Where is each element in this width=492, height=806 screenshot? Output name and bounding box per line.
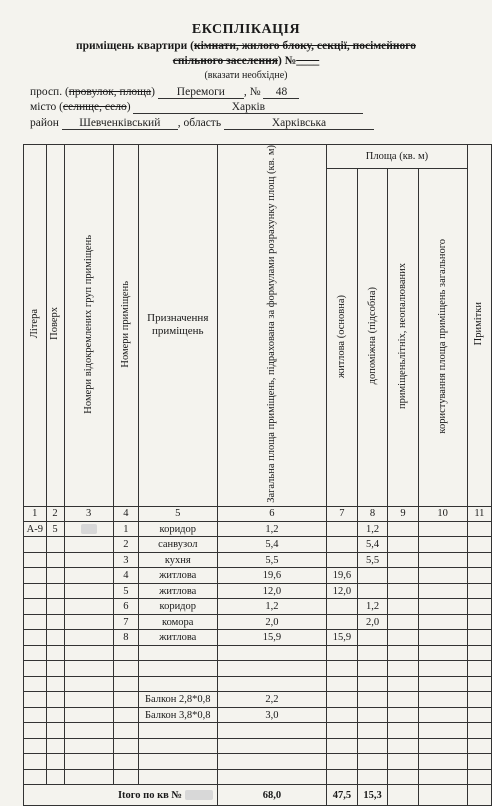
cell-group <box>64 568 113 584</box>
cell-floor <box>46 614 64 630</box>
cell-nonres-area <box>388 614 418 630</box>
empty-row <box>24 661 492 677</box>
cell-purpose: кухня <box>138 552 217 568</box>
table-row <box>24 521 492 537</box>
header-groups: Номери відокремлених груп приміщень <box>64 145 113 507</box>
header-common: користування площа приміщень загального <box>418 169 467 506</box>
street-line: просп. (провулок, площа) Перемоги , № 48 <box>30 86 299 99</box>
cell-total-area: 3,0 <box>217 707 327 723</box>
cell-total-area: 2,0 <box>217 614 327 630</box>
document-title: ЕКСПЛІКАЦІЯ <box>191 22 301 37</box>
header-floor: Поверх <box>46 145 64 507</box>
cell-total-area: 15,9 <box>217 630 327 646</box>
cell-group <box>64 521 113 537</box>
cell-total-area: 1,2 <box>217 599 327 615</box>
cell-aux-area: 2,0 <box>357 614 388 630</box>
cell-common-area <box>418 599 467 615</box>
city-line: місто (селище, село) Харків <box>30 101 363 114</box>
region-value: Харківська <box>224 117 374 130</box>
cell-common-area <box>418 583 467 599</box>
explication-table <box>23 144 492 806</box>
cell-room-number: 6 <box>113 599 138 615</box>
cell-room-number: 1 <box>113 521 138 537</box>
cell-litera <box>24 599 47 615</box>
header-auxiliary: допоміжна (підсобна) <box>357 169 388 506</box>
street-value: Перемоги <box>158 86 244 99</box>
table-row <box>24 614 492 630</box>
district-line: район Шевченківський , область Харківська <box>30 117 374 130</box>
cell-total-area: 5,5 <box>217 552 327 568</box>
header-room-number: Номери приміщень <box>113 145 138 507</box>
cell-common-area <box>418 614 467 630</box>
table-row <box>24 599 492 615</box>
cell-aux-area: 5,4 <box>357 537 388 553</box>
cell-nonres-area <box>388 599 418 615</box>
cell-living-area <box>327 537 357 553</box>
header-total-area: Загальна площа приміщень, підрахована за формулами розрахунку площ (кв. м) <box>217 145 327 507</box>
empty-row <box>24 769 492 785</box>
cell-purpose: комора <box>138 614 217 630</box>
cell-floor <box>46 537 64 553</box>
total-row <box>24 785 492 806</box>
redacted-group <box>81 524 97 534</box>
header-living: житлова (основна) <box>327 169 357 506</box>
cell-litera <box>24 552 47 568</box>
empty-row <box>24 676 492 692</box>
cell-room-number: 5 <box>113 583 138 599</box>
cell-notes <box>467 599 491 615</box>
empty-row <box>24 645 492 661</box>
cell-floor: 5 <box>46 521 64 537</box>
cell-nonres-area <box>388 568 418 584</box>
cell-room-number: 3 <box>113 552 138 568</box>
room-rows <box>24 521 492 645</box>
cell-group <box>64 614 113 630</box>
document-subtitle-line1: приміщень квартири (кімнати, жилого блоку, секції, посімейного <box>76 40 416 52</box>
total-area: 68,0 <box>217 785 327 806</box>
cell-purpose: Балкон 2,8*0,8 <box>138 692 217 708</box>
cell-group <box>64 599 113 615</box>
cell-room-number: 4 <box>113 568 138 584</box>
cell-group <box>64 630 113 646</box>
cell-nonres-area <box>388 521 418 537</box>
cell-floor <box>46 599 64 615</box>
cell-total-area: 12,0 <box>217 583 327 599</box>
cell-litera <box>24 537 47 553</box>
empty-row <box>24 723 492 739</box>
house-number: 48 <box>263 86 299 99</box>
total-living: 47,5 <box>327 785 357 806</box>
header-litera: Літера <box>24 145 47 507</box>
table-row <box>24 552 492 568</box>
cell-purpose: житлова <box>138 630 217 646</box>
cell-aux-area: 1,2 <box>357 521 388 537</box>
cell-floor <box>46 552 64 568</box>
cell-floor <box>46 583 64 599</box>
balcony-row <box>24 707 492 723</box>
cell-notes <box>467 630 491 646</box>
cell-purpose: житлова <box>138 583 217 599</box>
cell-litera: А-9 <box>24 521 47 537</box>
table-row <box>24 568 492 584</box>
cell-notes <box>467 614 491 630</box>
cell-purpose: житлова <box>138 568 217 584</box>
header-nonresidential: приміщеньлітніх, неопалюваних <box>388 169 418 506</box>
cell-floor <box>46 630 64 646</box>
cell-purpose: коридор <box>138 599 217 615</box>
cell-litera <box>24 568 47 584</box>
cell-total-area: 1,2 <box>217 521 327 537</box>
cell-common-area <box>418 552 467 568</box>
cell-aux-area: 5,5 <box>357 552 388 568</box>
cell-living-area: 12,0 <box>327 583 357 599</box>
cell-common-area <box>418 537 467 553</box>
cell-notes <box>467 521 491 537</box>
cell-aux-area <box>357 583 388 599</box>
cell-group <box>64 583 113 599</box>
table-row <box>24 630 492 646</box>
cell-total-area: 19,6 <box>217 568 327 584</box>
total-aux: 15,3 <box>357 785 388 806</box>
cell-notes <box>467 552 491 568</box>
table-row <box>24 537 492 553</box>
district-value: Шевченківський <box>62 117 178 130</box>
cell-nonres-area <box>388 583 418 599</box>
cell-living-area: 15,9 <box>327 630 357 646</box>
redacted-number <box>185 790 213 800</box>
cell-common-area <box>418 630 467 646</box>
cell-notes <box>467 568 491 584</box>
city-value: Харків <box>133 101 363 114</box>
cell-notes <box>467 537 491 553</box>
filler-rows <box>24 645 492 785</box>
cell-room-number: 8 <box>113 630 138 646</box>
header-purpose: Призначення приміщень <box>138 145 217 507</box>
cell-nonres-area <box>388 630 418 646</box>
cell-nonres-area <box>388 552 418 568</box>
cell-purpose: Балкон 3,8*0,8 <box>138 707 217 723</box>
cell-living-area <box>327 614 357 630</box>
cell-total-area: 2,2 <box>217 692 327 708</box>
cell-common-area <box>418 568 467 584</box>
cell-living-area <box>327 521 357 537</box>
cell-room-number: 7 <box>113 614 138 630</box>
header-area-group: Площа (кв. м) <box>327 145 468 169</box>
cell-living-area <box>327 552 357 568</box>
cell-common-area <box>418 521 467 537</box>
cell-group <box>64 537 113 553</box>
cell-aux-area: 1,2 <box>357 599 388 615</box>
document-note: (вказати необхідне) <box>204 70 288 81</box>
cell-living-area <box>327 599 357 615</box>
cell-notes <box>467 583 491 599</box>
cell-aux-area <box>357 568 388 584</box>
cell-litera <box>24 614 47 630</box>
document-subtitle-line2: спільного заселення) №____ <box>172 55 320 67</box>
cell-group <box>64 552 113 568</box>
cell-nonres-area <box>388 537 418 553</box>
column-numbers-row: 1 2 3 4 5 6 7 8 9 10 11 <box>24 506 492 521</box>
header-notes: Примітки <box>467 145 491 507</box>
cell-total-area: 5,4 <box>217 537 327 553</box>
empty-row <box>24 754 492 770</box>
cell-living-area: 19,6 <box>327 568 357 584</box>
cell-litera <box>24 630 47 646</box>
cell-purpose: санвузол <box>138 537 217 553</box>
cell-purpose: коридор <box>138 521 217 537</box>
empty-row <box>24 738 492 754</box>
total-label: Itого по кв № <box>24 785 218 806</box>
cell-litera <box>24 583 47 599</box>
cell-room-number: 2 <box>113 537 138 553</box>
table-row <box>24 583 492 599</box>
cell-aux-area <box>357 630 388 646</box>
cell-floor <box>46 568 64 584</box>
